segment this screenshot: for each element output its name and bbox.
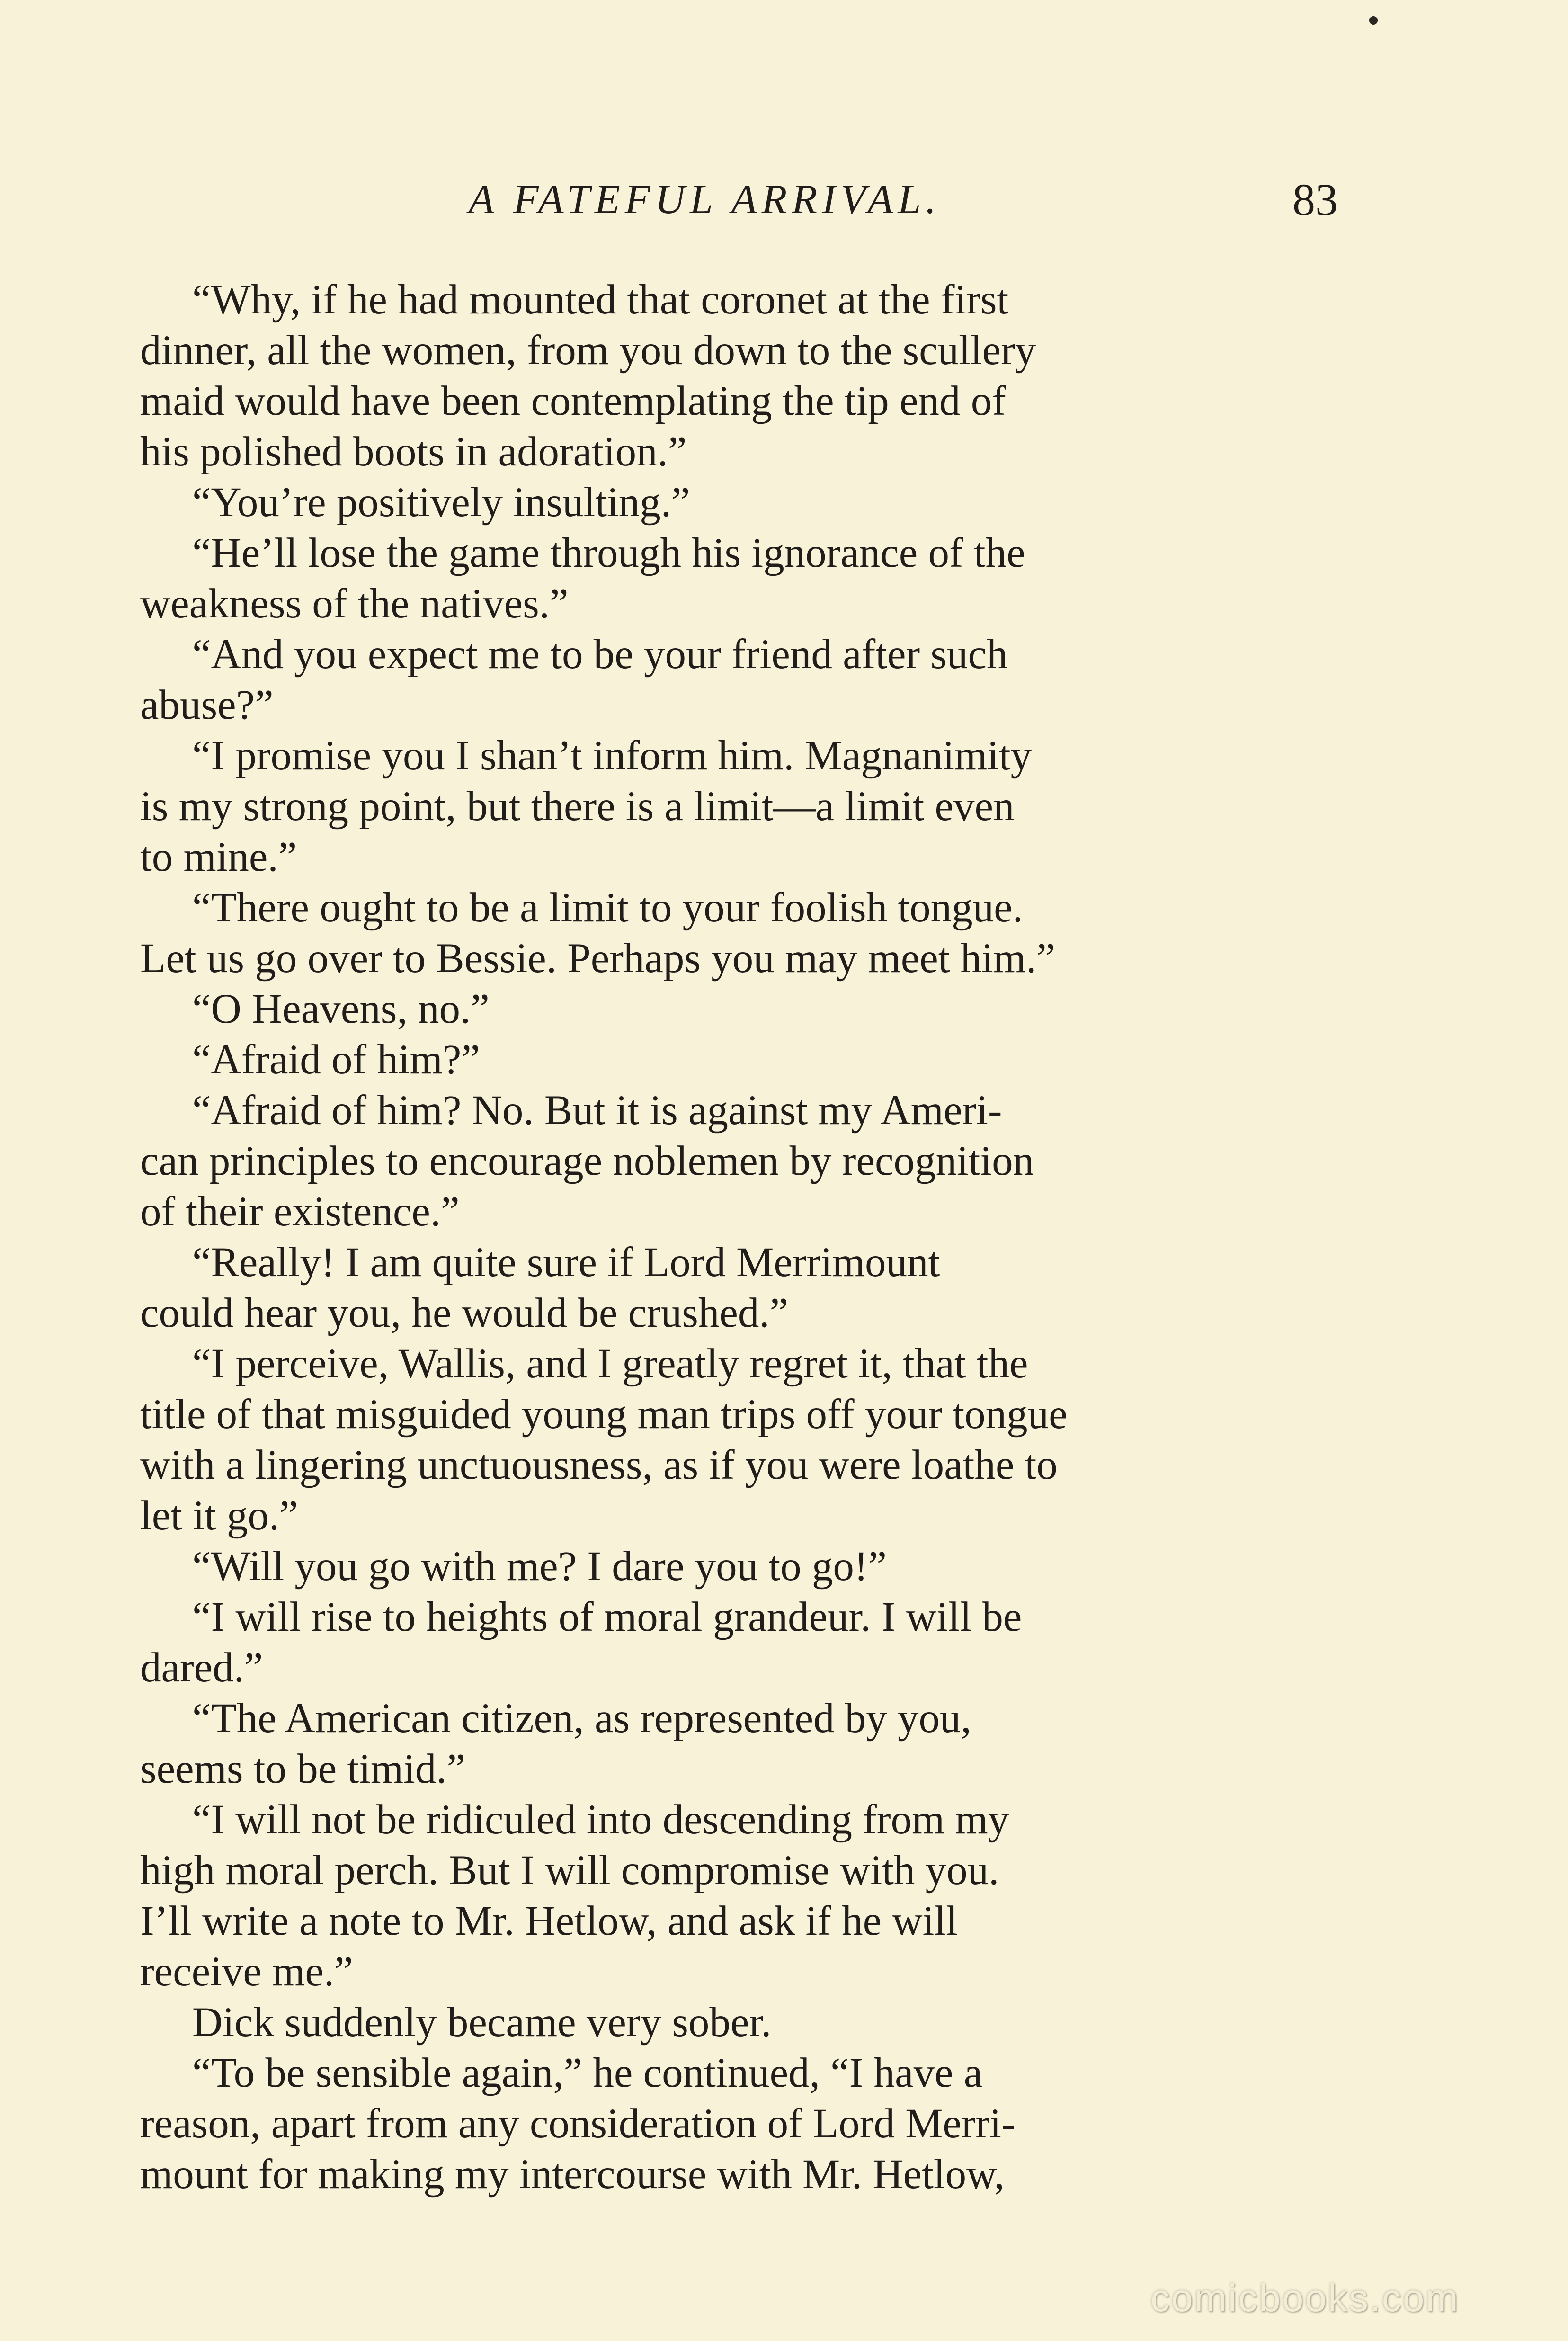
text-line: “I promise you I shan’t inform him. Magnanimity (192, 733, 1032, 779)
text-line: “Will you go with me? I dare you to go!” (192, 1543, 887, 1590)
chapter-title: A FATEFUL ARRIVAL. (469, 177, 941, 223)
text-line: dinner, all the women, from you down to the scullery (140, 327, 1036, 374)
text-line: can principles to encourage noblemen by recognition (140, 1138, 1034, 1184)
text-line: his polished boots in adoration.” (140, 429, 687, 475)
text-line: “I will not be ridiculed into descending from my (192, 1796, 1009, 1843)
text-line: “You’re positively insulting.” (192, 479, 690, 526)
text-line: “Afraid of him?” (192, 1036, 480, 1083)
running-header (0, 171, 1568, 228)
text-line: “There ought to be a limit to your foolish tongue. (192, 885, 1023, 931)
text-line: “I perceive, Wallis, and I greatly regret it, that the (192, 1340, 1028, 1387)
text-line: “Why, if he had mounted that coronet at the first (192, 277, 1009, 323)
text-body (140, 275, 1343, 2207)
text-line: maid would have been contemplating the tip end of (140, 378, 1006, 424)
text-line: Let us go over to Bessie. Perhaps you may meet him.” (140, 935, 1055, 982)
text-line: let it go.” (140, 1492, 298, 1539)
text-line: mount for making my intercourse with Mr. Hetlow, (140, 2151, 1005, 2198)
text-line: “Really! I am quite sure if Lord Merrimount (192, 1239, 940, 1286)
text-line: title of that misguided young man trips off your tongue (140, 1391, 1068, 1438)
text-line: of their existence.” (140, 1188, 460, 1235)
text-line: Dick suddenly became very sober. (192, 1999, 772, 2046)
text-line: receive me.” (140, 1948, 353, 1995)
text-line: to mine.” (140, 834, 297, 880)
text-line: could hear you, he would be crushed.” (140, 1290, 789, 1336)
text-line: is my strong point, but there is a limit—a limit even (140, 783, 1015, 830)
text-line: I’ll write a note to Mr. Hetlow, and ask if he will (140, 1898, 958, 1944)
text-line: seems to be timid.” (140, 1746, 466, 1792)
text-line: high moral perch. But I will compromise with you. (140, 1847, 999, 1894)
text-line: abuse?” (140, 682, 274, 728)
watermark: comicbooks.com (1150, 2277, 1460, 2320)
text-line: weakness of the natives.” (140, 581, 569, 627)
text-line: “To be sensible again,” he continued, “I have a (192, 2050, 983, 2096)
text-line: “O Heavens, no.” (192, 986, 490, 1032)
text-line: with a lingering unctuousness, as if you were loathe to (140, 1442, 1058, 1488)
text-line: dared.” (140, 1644, 263, 1691)
text-line: reason, apart from any consideration of Lord Merri- (140, 2100, 1016, 2147)
text-line: “And you expect me to be your friend after such (192, 631, 1008, 678)
text-line: “I will rise to heights of moral grandeur. I will be (192, 1594, 1022, 1640)
ink-speck (1369, 16, 1378, 25)
text-line: “The American citizen, as represented by you, (192, 1695, 971, 1742)
page-number: 83 (1292, 174, 1338, 225)
text-line: “He’ll lose the game through his ignorance of the (192, 530, 1025, 576)
text-line: “Afraid of him? No. But it is against my Ameri- (192, 1087, 1002, 1134)
